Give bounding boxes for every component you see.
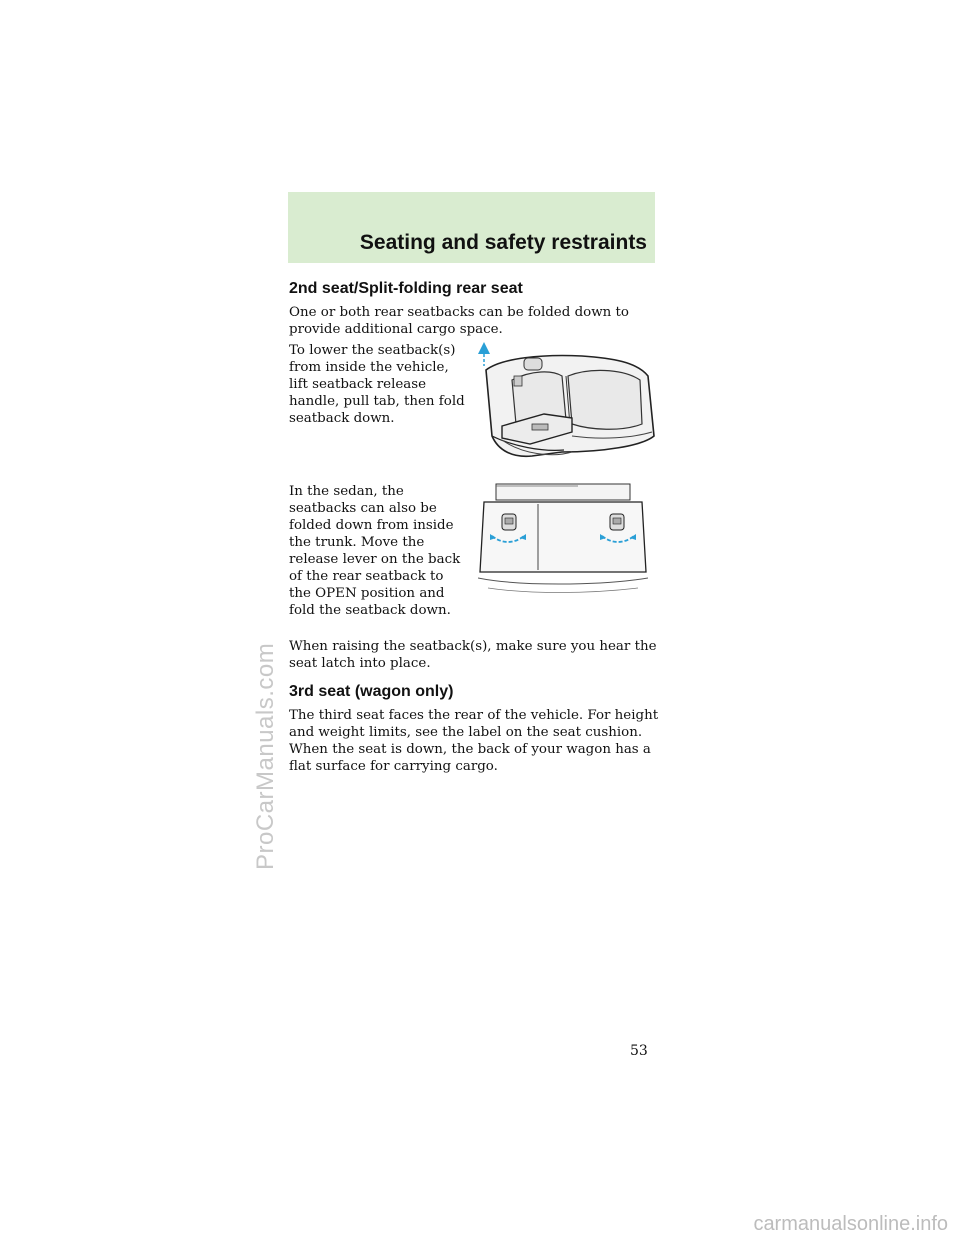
paragraph-lower-inside: To lower the seatback(s) from inside the vehicle, lift seatback release handle, pull tab, then fold seatback down. xyxy=(289,343,465,426)
paragraph-sedan-trunk: In the sedan, the seatbacks can also be folded down from inside the trunk. Move the release lever on the back of the rear seatback to the OPEN position and fold the seatback down. xyxy=(289,484,461,618)
rear-seat-illustration-icon xyxy=(472,340,658,466)
watermark-side: ProCarManuals.com xyxy=(252,642,279,870)
paragraph-raising: When raising the seatback(s), make sure you hear the seat latch into place. xyxy=(289,639,657,671)
paragraph-third-seat: The third seat faces the rear of the vehicle. For height and weight limits, see the label on the seat cushion. When the seat is down, the back of your wagon has a flat surface for carrying cargo. xyxy=(289,708,659,774)
section-heading-third-seat: 3rd seat (wagon only) xyxy=(289,683,454,700)
trunk-release-illustration-icon xyxy=(478,480,648,600)
paragraph-intro: One or both rear seatbacks can be folded down to provide additional cargo space. xyxy=(289,305,629,337)
arrow-up-icon xyxy=(478,342,490,354)
page-title: Seating and safety restraints xyxy=(359,231,647,254)
watermark-bottom: carmanualsonline.info xyxy=(753,1213,948,1235)
page-number: 53 xyxy=(630,1043,648,1059)
header-band xyxy=(288,192,655,263)
section-heading-rear-seat: 2nd seat/Split-folding rear seat xyxy=(289,280,523,297)
